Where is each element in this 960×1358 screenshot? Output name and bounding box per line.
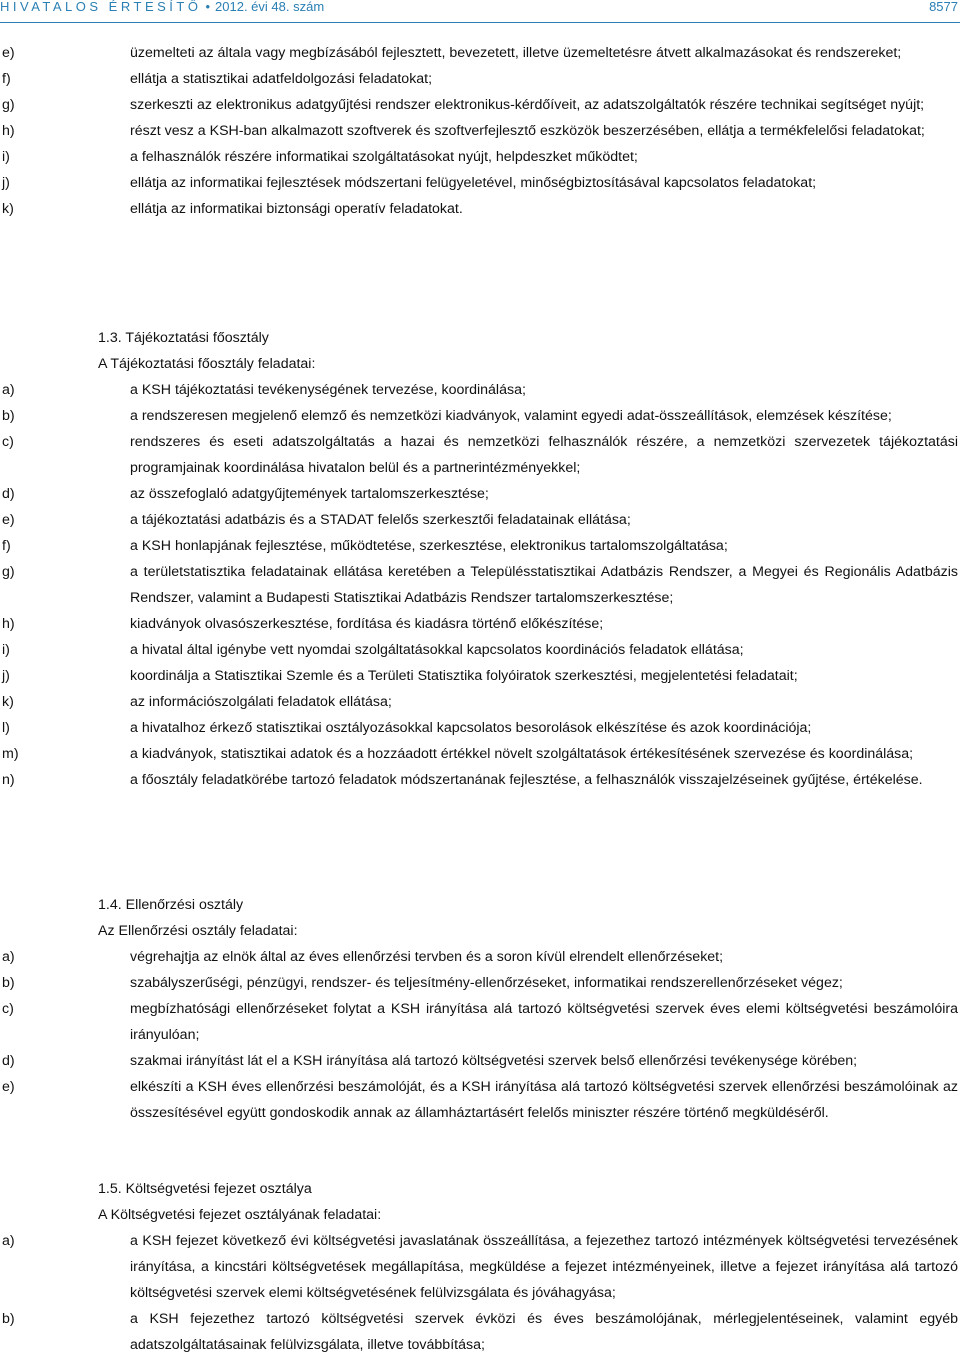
item-text: a hivatalhoz érkező statisztikai osztályozásokkal kapcsolatos besorolások elkészítése és azok koordinációja; [130,720,812,736]
section-heading: 1.4. Ellenőrzési osztály [98,897,244,913]
list-item [0,92,960,118]
item-label: d) [2,486,15,502]
item-text: a főosztály feladatkörébe tartozó feladatok módszertanának fejlesztése, a felhasználók visszajelzéseinek gyűjtése, értékelése. [130,772,923,788]
list-item [0,559,960,611]
item-text: a tájékoztatási adatbázis és a STADAT felelős szerkesztői feladatainak ellátása; [130,512,631,528]
item-label: a) [2,382,15,398]
item-label: b) [2,408,15,424]
item-label: e) [2,1079,15,1095]
list-item [0,1048,960,1074]
item-text: üzemelteti az általa vagy megbízásából fejlesztett, bevezetett, illetve üzemeltetésre átvett alkalmazásokat és rendszereket; [130,45,902,61]
item-label: c) [2,434,14,450]
list-item [0,970,960,996]
item-label: b) [2,975,15,991]
item-label: k) [2,694,14,710]
item-label: h) [2,616,15,632]
page-number: 8577 [929,0,958,14]
item-text: ellátja az informatikai fejlesztések módszertani felügyeletével, minőségbiztosításával kapcsolatos feladatokat; [130,175,817,191]
item-text: a KSH fejezet következő évi költségvetési javaslatának összeállítása, a fejezethez tartozó intézmények költségvetési tervezésének irányítása, a kincstári költségvetések megállapítása, megküldése a fejezet intézményeinek, illetve a fejezet irányítása alá tartozó költségvetési szervek elemi költségvetésének felülvizsgálata és jóváhagyása; [130,1233,958,1301]
item-label: n) [2,772,15,788]
issue-date: 2012. évi 48. szám [215,0,325,14]
item-text: a hivatal által igénybe vett nyomdai szolgáltatásokkal kapcsolatos koordinációs feladatok ellátása; [130,642,744,658]
item-text: koordinálja a Statisztikai Szemle és a Területi Statisztika folyóiratok szerkesztési, megjelentetési feladatait; [130,668,798,684]
item-text: ellátja az informatikai biztonsági operatív feladatokat. [130,201,463,217]
list-item [0,944,960,970]
item-label: g) [2,97,15,113]
list-top [0,40,960,222]
list-item [0,507,960,533]
item-text: a KSH fejezethez tartozó költségvetési szervek évközi és éves beszámolójának, mérlegjelentéseinek, valamint egyéb adatszolgáltatásainak felülvizsgálata, illetve továbbítása; [130,1311,958,1353]
item-text: a KSH tájékoztatási tevékenységének tervezése, koordinálása; [130,382,526,398]
list-item [0,481,960,507]
list-item [0,533,960,559]
item-text: szerkeszti az elektronikus adatgyűjtési rendszer elektronikus-kérdőíveit, az adatszolgáltatók részére technikai segítséget nyújt; [130,97,925,113]
section-heading: 1.3. Tájékoztatási főosztály [98,330,269,346]
list-item [0,663,960,689]
item-text: szakmai irányítást lát el a KSH irányítása alá tartozó költségvetési szervek belső ellenőrzési tevékenysége körében; [130,1053,858,1069]
item-text: rendszeres és eseti adatszolgáltatás a hazai és nemzetközi felhasználók részére, a nemzetközi szervezetek tájékoztatási programjainak koordinálása hivatalon belül és a partnerintézményekkel; [130,434,958,476]
list-item [0,66,960,92]
item-label: a) [2,949,15,965]
item-label: i) [2,642,10,658]
list-item [0,1306,960,1358]
item-text: kiadványok olvasószerkesztése, fordítása és kiadásra történő előkészítése; [130,616,604,632]
list-item [0,1228,960,1306]
list-item [0,429,960,481]
list-item [0,40,960,66]
item-text: a rendszeresen megjelenő elemző és nemzetközi kiadványok, valamint egyedi adat-összeállítások, elemzések készítése; [130,408,892,424]
item-text: a kiadványok, statisztikai adatok és a hozzáadott értékkel növelt szolgáltatások értékesítésének szervezése és koordinálása; [130,746,914,762]
item-label: k) [2,201,14,217]
item-text: az összefoglaló adatgyűjtemények tartalomszerkesztése; [130,486,489,502]
list-item [0,767,960,793]
item-text: a KSH honlapjának fejlesztése, működtetése, szerkesztése, elektronikus tartalomszolgáltatása; [130,538,728,554]
list-item [0,170,960,196]
item-label: i) [2,149,10,165]
item-label: c) [2,1001,14,1017]
list-item [0,996,960,1048]
section-1-4 [0,892,960,1126]
item-text: ellátja a statisztikai adatfeldolgozási feladatokat; [130,71,433,87]
header-bullet-icon: • [205,0,211,14]
list-item [0,196,960,222]
item-text: elkészíti a KSH éves ellenőrzési beszámolóját, és a KSH irányítása alá tartozó költségvetési szervek ellenőrzési beszámolóinak az összesítésével együtt gondoskodik annak az államháztartásért felelős miniszter részére történő megküldéséről. [130,1079,958,1121]
item-label: e) [2,45,15,61]
item-label: d) [2,1053,15,1069]
item-text: szabályszerűségi, pénzügyi, rendszer- és teljesítmény-ellenőrzéseket, informatikai rendszerellenőrzéseket végez; [130,975,843,991]
list-item [0,715,960,741]
list-item [0,611,960,637]
section-intro: Az Ellenőrzési osztály feladatai: [98,923,298,939]
publication-header [0,0,324,14]
item-text: az információszolgálati feladatok ellátása; [130,694,392,710]
item-label: a) [2,1233,15,1249]
section-1-5 [0,1176,960,1358]
item-text: részt vesz a KSH-ban alkalmazott szoftverek és szoftverfejlesztő eszközök beszerzésében, ellátja a termékfelelősi feladatokat; [130,123,925,139]
item-text: végrehajtja az elnök által az éves ellenőrzési tervben és a soron kívül elrendelt ellenőrzéseket; [130,949,724,965]
section-intro: A Tájékoztatási főosztály feladatai: [98,356,316,372]
section-heading: 1.5. Költségvetési fejezet osztálya [98,1181,312,1197]
page-header [0,0,960,23]
item-label: j) [2,668,10,684]
item-label: f) [2,538,11,554]
section-1-3 [0,325,960,793]
list-item [0,403,960,429]
list-item [0,377,960,403]
item-label: e) [2,512,15,528]
list-item [0,118,960,144]
publication-title: HIVATALOS ÉRTESÍTŐ [0,0,202,14]
section-intro: A Költségvetési fejezet osztályának feladatai: [98,1207,382,1223]
item-label: b) [2,1311,15,1327]
item-label: m) [2,746,19,762]
list-item [0,144,960,170]
item-label: f) [2,71,11,87]
item-text: a területstatisztika feladatainak ellátása keretében a Településstatisztikai Adatbázis Rendszer, a Megyei és Regionális Adatbázis Rendszer, valamint a Budapesti Statisztikai Adatbázis Rendszer tartalomszerkesztése; [130,564,958,606]
item-label: j) [2,175,10,191]
item-text: a felhasználók részére informatikai szolgáltatásokat nyújt, helpdeszket működtet; [130,149,638,165]
item-label: g) [2,564,15,580]
item-label: h) [2,123,15,139]
list-item [0,689,960,715]
list-item [0,637,960,663]
list-item [0,741,960,767]
item-text: megbízhatósági ellenőrzéseket folytat a KSH irányítása alá tartozó költségvetési szervek éves elemi költségvetési beszámolóira irányulóan; [130,1001,958,1043]
item-label: l) [2,720,10,736]
list-item [0,1074,960,1126]
